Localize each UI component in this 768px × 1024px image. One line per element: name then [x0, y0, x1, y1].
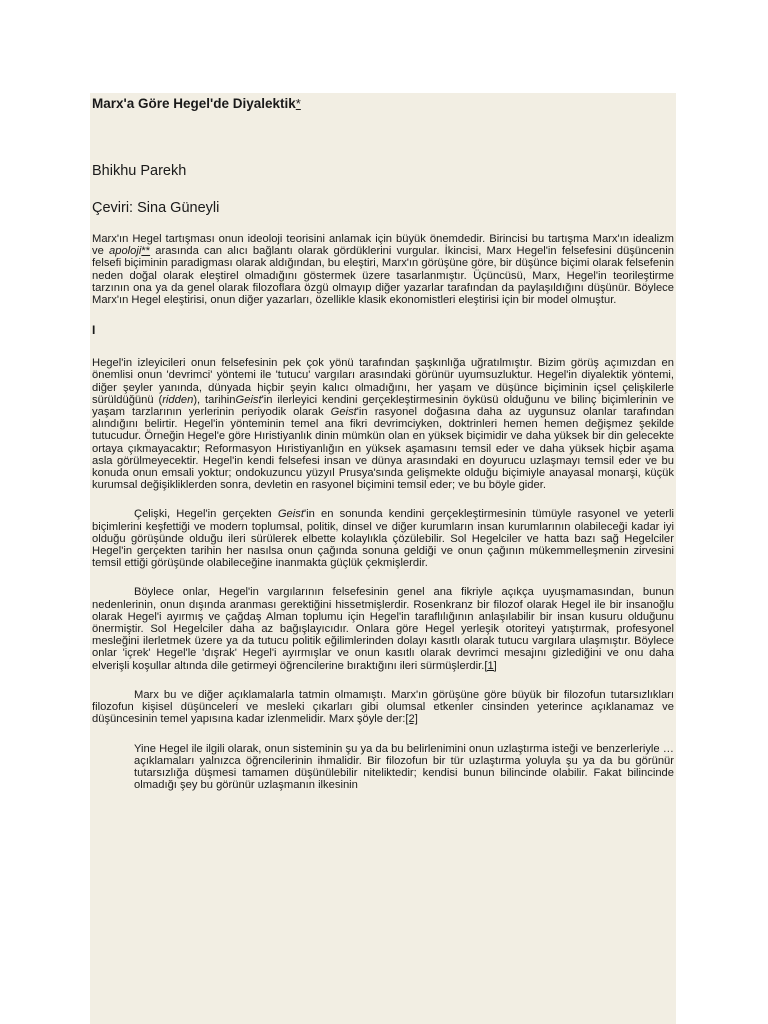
- text-run: Hegel'in izleyicileri onun felsefesinin pek çok yönü tarafından şaşkınlığa uğratılmıştır. Bizim görüş açımızdan en önemlisi onun 'devrimci' yöntemi ile 'tutucu' vargıları arasındaki görünür uyumsuzluktur. Hegel'in diyalektik yöntemi, diğer şeyler yanında, dünyada hiçbir şeyin kalıcı olmadığını, her yaşam ve düşünce biçiminin içsel çelişkilerle sürüldüğünü (: [92, 357, 674, 406]
- title-footnote-link[interactable]: *: [295, 96, 301, 111]
- paragraph-intro: [92, 233, 674, 306]
- translator-credit: Çeviri: Sina Güneyli: [92, 200, 220, 216]
- paragraph-2: [92, 357, 674, 491]
- footnote-link-2[interactable]: [2]: [405, 713, 418, 726]
- text-run: arasında can alıcı bağlantı olarak gördüklerini vurgular. İkincisi, Marx Hegel'in felsefesini düşüncenin felsefi biçiminin paradigması olarak aldığından, bu eleştiri, Marx'ın görüşüne göre, bir düşünce biçimi olarak felsefenin neden doğal olarak eleştirel olmadığını göstermek üzere tasarlanmıştır. Üçüncüsü, Marx, Hegel'in teorileştirme tarzının ona ya da genel olarak filozoflara özgü olmayıp diğer yazarlar tarafından da paylaşıldığını düşünür. Böylece Marx'ın Hegel eleştirisi, onun diğer yazarları, özellikle klasik ekonomistleri eleştirisi için bir model olmuştur.: [92, 245, 674, 307]
- text-run: ), tarihin: [193, 393, 236, 406]
- text-run: 'in ilerleyici kendini gerçekleştirmesinin öyküsü olduğunu ve bilinç biçimlerinin ve yaşam tarzlarının yerlerinin periyodik olarak: [92, 393, 675, 419]
- footnote-link[interactable]: **: [141, 245, 151, 258]
- block-quote: Yine Hegel ile ilgili olarak, onun sisteminin şu ya da bu belirlenimini onun uzlaştırma isteği ve benzerleriyle … açıklamaları yalnızca öğrencilerinin ihmalidir. Bir filozofun bir tür uzlaştırma yoluyla şu ya da bu görünür tutarsızlığa düşmesi tamamen düşünülebilir niteliktedir; kendisi bunun bilincinde olabilir. Fakat bilincinde olmadığı şey bu görünür uzlaşmanın ilkesinin: [134, 742, 674, 792]
- text-run: 'in en sonunda kendini gerçekleştirmesinin tümüyle rasyonel ve yeterli biçimlerini keşfettiği ve modern toplumsal, politik, dinsel ve diğer kurumların insan kurumlarının olabileceği kadar iyi olduğu görüşünde olduğu ileri sürülerek elbette kolaylıkla çözülebilir. Sol Hegelciler ve hatta bazı sağ Hegelciler Hegel'in gerçekten tarihin her nasılsa onun çağında sonuna geldiği ve onun çağının mükemmelleşmenin zirvesini temsil ettiği görüşünde olabileceğine inanmakta güçlük çekmişlerdir.: [92, 508, 674, 570]
- italic-term: Geist: [277, 508, 304, 521]
- text-run: Marx bu ve diğer açıklamalarla tatmin olmamıştı. Marx'ın görüşüne göre büyük bir filozofun tutarsızlıkları filozofun kişisel düşünceleri ve mesleki çıkarları gibi olumsal etkenler cinsinden yeterince açıklanamaz ve düşüncesinin temel yapısına kadar izlenmelidir. Marx şöyle der:: [92, 688, 674, 726]
- author-name: Bhikhu Parekh: [92, 163, 187, 179]
- document-page: [90, 93, 676, 1024]
- text-run: 'in rasyonel doğasına daha az uygunsuz olanlar tarafından alındığını belirtir. Hegel'in yönteminin temel ana fikri devrimciyken, doktrinleri hemen hemen değişmez şekilde tutucudur. Örneğin Hegel'e göre Hıristiyanlık dinin mümkün olan en yüksek biçimidir ve daha yüksek bir din gelecekte ortaya çıkmayacaktır; Reformasyon Hıristiyanlığın en yüksek aşamasını temsil eder ve daha yüksek hiçbir aşama asla görülmeyecektir. Hegel'in kendi felsefesi insan ve dünya arasındaki en doyurucu uzlaşmayı temsil eder ve bu konuda onun emsali yoktur; ondokuzuncu yüzyıl Prusya'sında gelişmekte olduğu biçimiyle anayasal monarşi, küçük kurumsal değişikliklerden sonra, devletin en rasyonel biçimini temsil eder; ve bu böyle gider.: [92, 406, 674, 492]
- footnote-link-1[interactable]: [1]: [484, 659, 497, 672]
- paragraph-4: [92, 586, 674, 671]
- text-run: Böylece onlar, Hegel'in vargılarının felsefesinin genel ana fikriyle açıkça uyuşmamasından, bunun nedenlerinin, onun dışında aranması gerektiğini hissetmişlerdir. Rosenkranz bir filozof olarak Hegel ile bir insanoğlu olarak Hegel'i ayırmış ve çağdaş Alman toplumu için Hegel'in taraflılığının anlaşılabilir bir insan kusuru olduğunu önermiştir. Sol Hegelciler daha az bağışlayıcıdır. Onlara göre Hegel yerleşik otoriteyi yatıştırmak, profesyonel mesleğini ilerletmek üzere ya da tutucu politik eğilimlerinden dolayı kasıtlı olarak tutucu vargılara ulaşmıştır. Böylece onlar 'içrek' Hegel'le 'dışrak' Hegel'i ayırmışlar ve onun kasıtlı olarak devrimci mesajını gizlediğini ve onu daha elverişli koşullar altında dile getirmeyi öğrencilerine bıraktığını ileri sürmüşlerdir.: [92, 586, 674, 672]
- italic-term: apoloji: [109, 245, 142, 258]
- text-run: Marx'ın Hegel tartışması onun ideoloji teorisini anlamak için büyük önemdedir. Birincisi bu tartışma Marx'ın idealizm ve: [92, 233, 674, 258]
- italic-term: Geist: [330, 406, 357, 419]
- article-body: [92, 233, 674, 808]
- document-content: [90, 93, 676, 792]
- document-title: [92, 95, 674, 155]
- paragraph-5: [92, 689, 674, 726]
- italic-term: Geist: [235, 393, 262, 406]
- section-heading: I: [92, 323, 96, 338]
- italic-term: ridden: [162, 393, 194, 406]
- paragraph-3: [92, 508, 674, 569]
- text-run: Çelişki, Hegel'in gerçekten: [134, 508, 278, 521]
- title-text: Marx'a Göre Hegel'de Diyalektik: [92, 96, 296, 111]
